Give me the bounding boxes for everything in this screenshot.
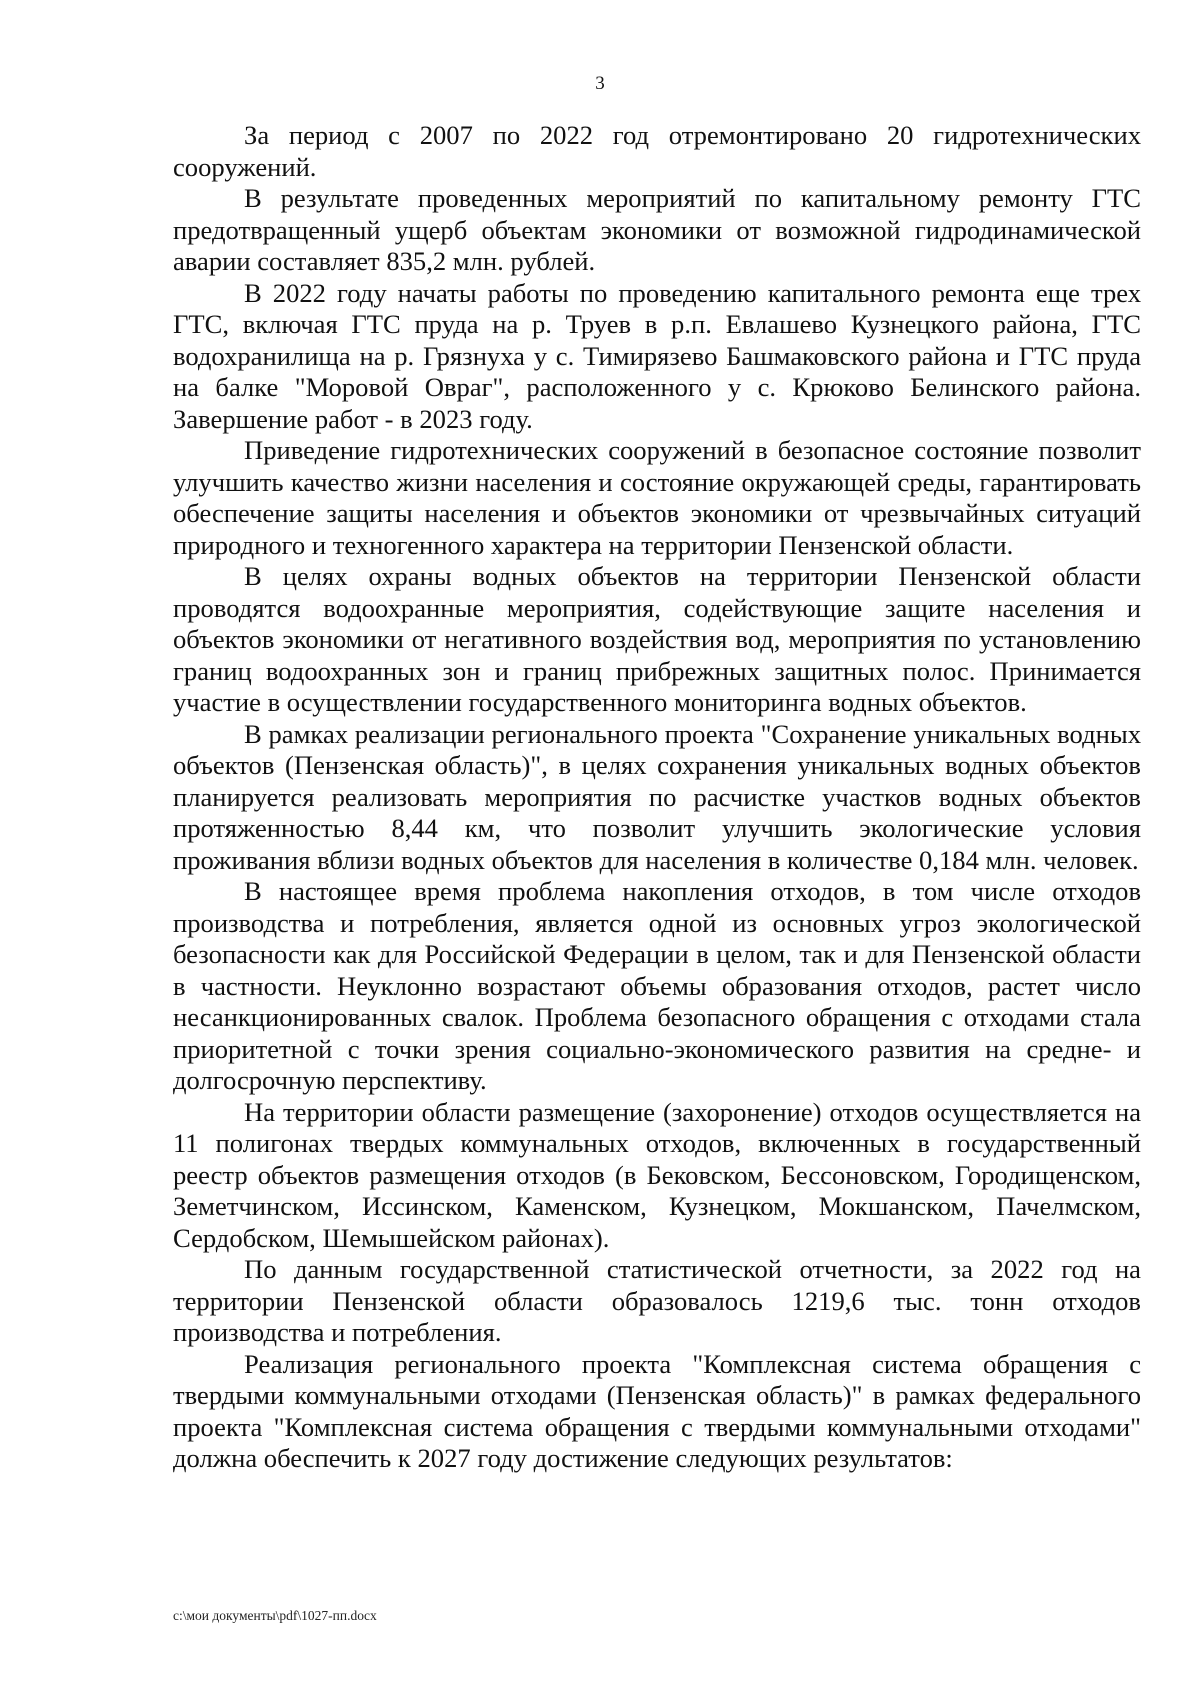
footer-file-path: c:\мои документы\pdf\1027-пп.docx [173,1608,377,1623]
paragraph-3: В 2022 году начаты работы по проведению капитального ремонта еще трех ГТС, включая ГТС пруда на р. Труев в р.п. Евлашево Кузнецкого района, ГТС водохранилища на р. Грязнуха у с. Тимирязево Башмаковского района и ГТС пруда на балке "Моровой Овраг", расположенного у с. Крюково Белинского района. Завершение работ - в 2023 году. [173,277,1141,434]
paragraph-6: В рамках реализации регионального проекта "Сохранение уникальных водных объектов (Пензенская область)", в целях сохранения уникальных водных объектов планируется реализовать мероприятия по расчистке участков водных объектов протяженностью 8,44 км, что позволит улучшить экологические условия проживания вблизи водных объектов для населения в количестве 0,184 млн. человек. [173,718,1141,875]
paragraph-9: По данным государственной статистической отчетности, за 2022 год на территории Пензенской области образовалось 1219,6 тыс. тонн отходов производства и потребления. [173,1254,1141,1347]
paragraph-4: Приведение гидротехнических сооружений в безопасное состояние позволит улучшить качество жизни населения и состояние окружающей среды, гарантировать обеспечение защиты населения и объектов экономики от чрезвычайных ситуаций природного и техногенного характера на территории Пензенской области. [173,435,1141,560]
paragraph-2: В результате проведенных мероприятий по капитальному ремонту ГТС предотвращенный ущерб объектам экономики от возможной гидродинамической аварии составляет 835,2 млн. рублей. [173,183,1141,276]
paragraph-7: В настоящее время проблема накопления отходов, в том числе отходов производства и потребления, является одной из основных угроз экологической безопасности как для Российской Федерации в целом, так и для Пензенской области в частности. Неуклонно возрастают объемы образования отходов, растет число несанкционированных свалок. Проблема безопасного обращения с отходами стала приоритетной с точки зрения социально-экономического развития на средне- и долгосрочную перспективу. [173,876,1141,1095]
paragraph-8: На территории области размещение (захоронение) отходов осуществляется на 11 полигонах твердых коммунальных отходов, включенных в государственный реестр объектов размещения отходов (в Бековском, Бессоновском, Городищенском, Земетчинском, Иссинском, Каменском, Кузнецком, Мокшанском, Пачелмском, Сердобском, Шемышейском районах). [173,1096,1141,1253]
paragraph-5: В целях охраны водных объектов на территории Пензенской области проводятся водоохранные мероприятия, содействующие защите населения и объектов экономики от негативного воздействия вод, мероприятия по установлению границ водоохранных зон и границ прибрежных защитных полос. Принимается участие в осуществлении государственного мониторинга водных объектов. [173,561,1141,717]
page-number: 3 [595,73,605,94]
paragraph-1: За период с 2007 по 2022 год отремонтировано 20 гидротехнических сооружений. [173,120,1141,182]
paragraph-10: Реализация регионального проекта "Комплексная система обращения с твердыми коммунальными отходами (Пензенская область)" в рамках федерального проекта "Комплексная система обращения с твердыми коммунальными отходами" должна обеспечить к 2027 году достижение следующих результатов: [173,1348,1141,1473]
document-body [173,120,1141,1475]
